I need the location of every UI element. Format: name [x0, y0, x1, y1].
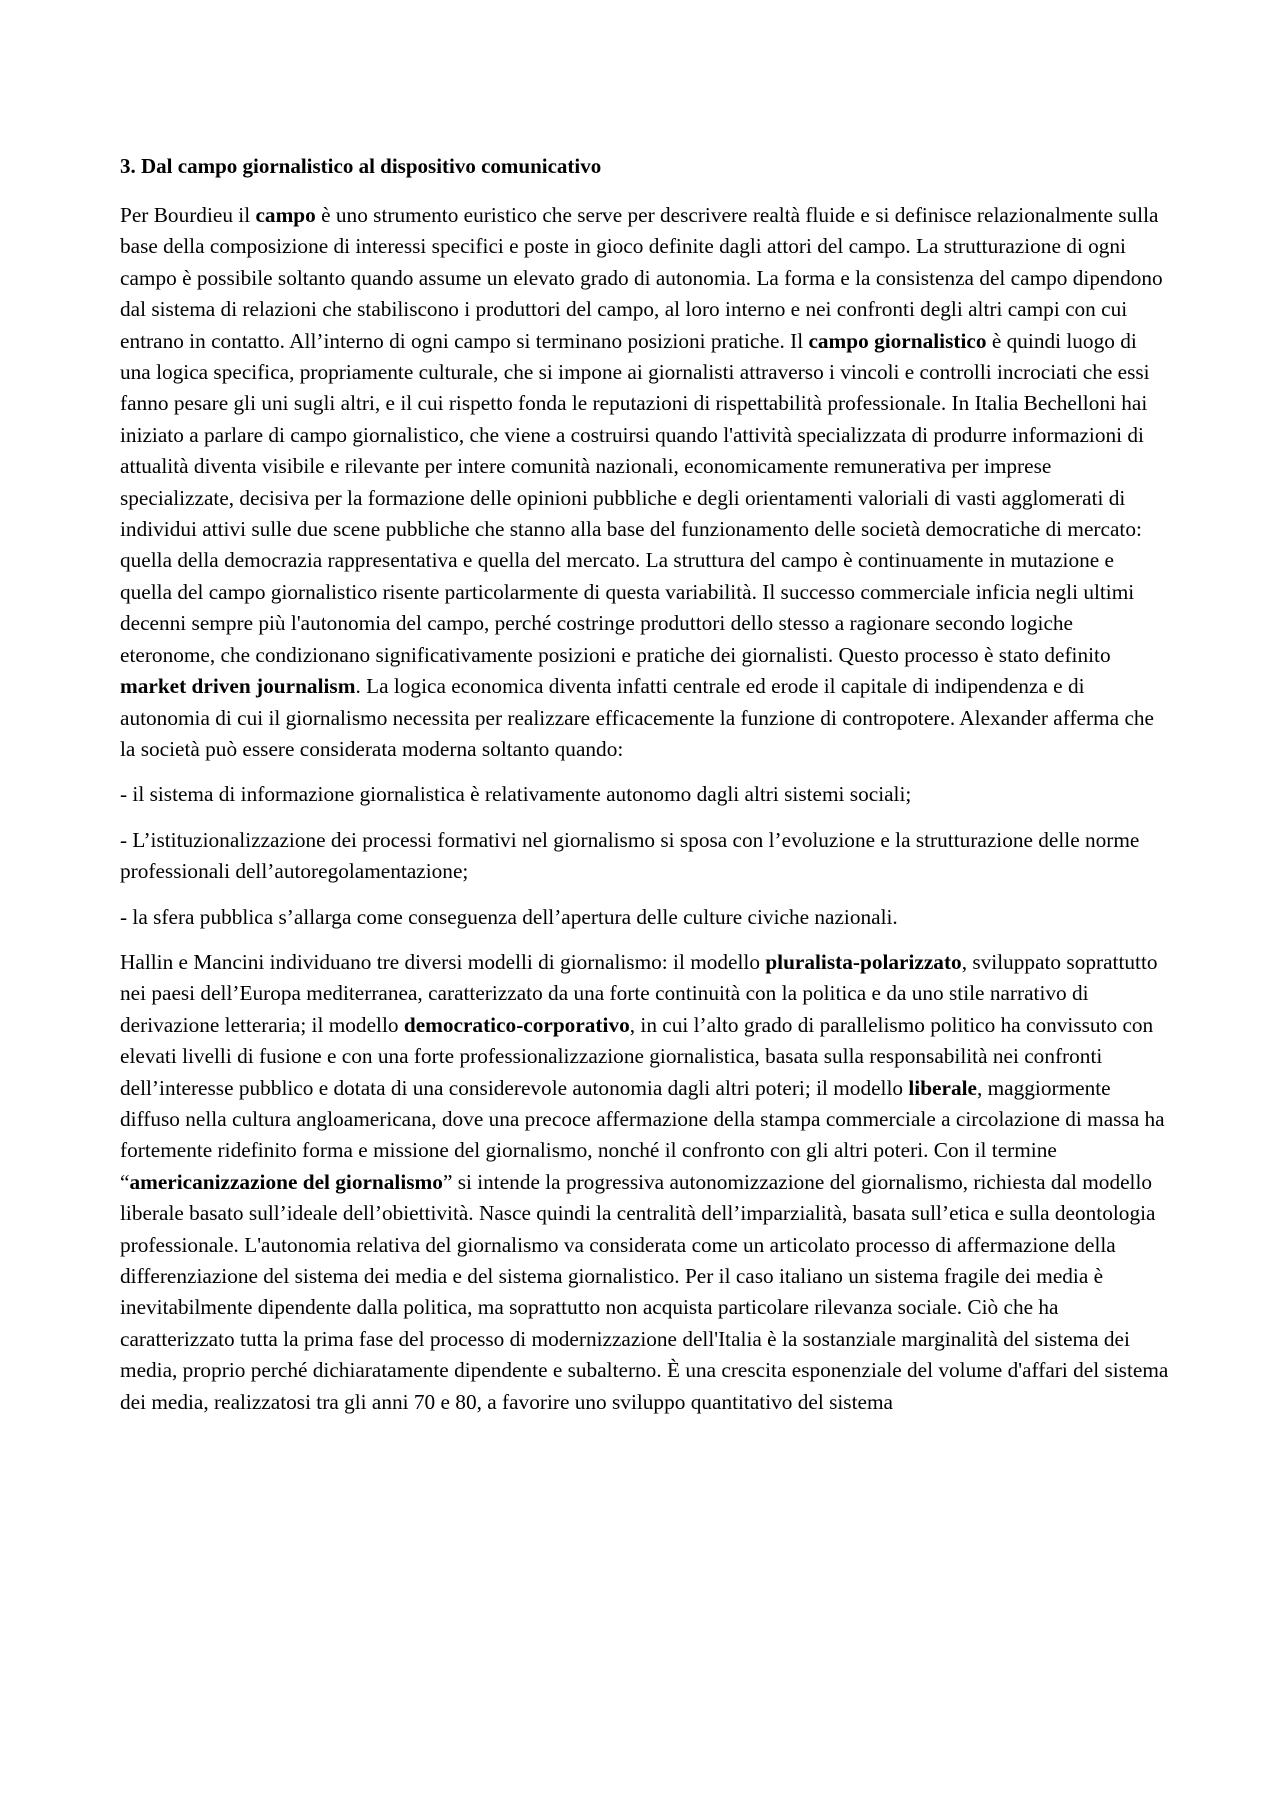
- bullet-item: - il sistema di informazione giornalistica è relativamente autonomo dagli altri sistemi sociali;: [120, 782, 912, 807]
- paragraph-campo: [120, 200, 1170, 765]
- text-run: ” si intende la progressiva autonomizzazione del giornalismo, richiesta dal modello liberale basato sull’ideale dell’obiettività. Nasce quindi la centralità dell’imparzialità, basata sull’etica e sulla deontologia professionale. L'autonomia relativa del giornalismo va considerata come un articolato processo di affermazione della differenziazione del sistema dei media e del sistema giornalistico. Per il caso italiano un sistema fragile dei media è inevitabilmente dipendente dalla politica, ma soprattutto non acquista particolare rilevanza sociale. Ciò che ha caratterizzato tutta la prima fase del processo di modernizzazione dell'Italia è la sostanziale marginalità del sistema dei media, proprio perché dichiaratamente dipendente e subalterno. È una crescita esponenziale del volume d'affari del sistema dei media, realizzatosi tra gli anni 70 e 80, a favorire uno sviluppo quantitativo del sistema: [120, 1169, 1169, 1414]
- text-run: , in cui l’alto grado di parallelismo politico ha convissuto con elevati livelli di fusione e con una forte professionalizzazione giornalistica, basata sulla responsabilità nei confronti dell’interesse pubblico e dotata di una considerevole autonomia dagli altri poteri; il modello: [120, 1012, 1154, 1100]
- text-run: Per Bourdieu il: [120, 203, 256, 227]
- bold-term-pluralista-polarizzato: pluralista-polarizzato: [765, 949, 962, 974]
- document-page: [120, 150, 1170, 1432]
- bold-term-market-driven-journalism: market driven journalism: [120, 674, 356, 699]
- bold-term-liberale: liberale: [908, 1075, 977, 1100]
- paragraph-hallin-mancini: [120, 947, 1170, 1418]
- text-run: , sviluppato soprattutto nei paesi dell’Europa mediterranea, caratterizzato da una forte continuità con la politica e da uno stile narrativo di derivazione letteraria; il modello: [120, 949, 1158, 1037]
- text-run: Hallin e Mancini individuano tre diversi modelli di giornalismo: il modello: [120, 949, 766, 974]
- bold-term-campo-giornalistico: campo giornalistico: [808, 328, 987, 353]
- bold-term-americanizzazione: americanizzazione del giornalismo: [129, 1169, 443, 1194]
- section-heading: 3. Dal campo giornalistico al dispositivo comunicativo: [120, 154, 602, 178]
- text-run: . La logica economica diventa infatti centrale ed erode il capitale di indipendenza e di autonomia di cui il giornalismo necessita per realizzare efficacemente la funzione di contropotere. Alexander afferma che la società può essere considerata moderna soltanto quando:: [120, 674, 1155, 761]
- bold-term-democratico-corporativo: democratico-corporativo: [403, 1012, 630, 1037]
- text-run: è quindi luogo di una logica specifica, propriamente culturale, che si impone ai giornalisti attraverso i vincoli e controlli incrociati che essi fanno pesare gli uni sugli altri, e il cui rispetto fonda le reputazioni di rispettabilità professionale. In Italia Bechelloni hai iniziato a parlare di campo giornalistico, che viene a costruirsi quando l'attività specializzata di produrre informazioni di attualità diventa visibile e rilevante per intere comunità nazionali, economicamente remunerativa per imprese specializzate, decisiva per la formazione delle opinioni pubbliche e degli orientamenti valoriali di vasti agglomerati di individui attivi sulle due scene pubbliche che stanno alla base del funzionamento delle società democratiche di mercato: quella della democrazia rappresentativa e quella del mercato. La struttura del campo è continuamente in mutazione e quella del campo giornalistico risente particolarmente di questa variabilità. Il successo commerciale inficia negli ultimi decenni sempre più l'autonomia del campo, perché costringe produttori dello stesso a ragionare secondo logiche eteronome, che condizionano significativamente posizioni e pratiche dei giornalisti. Questo processo è stato definito: [120, 328, 1150, 667]
- bold-term-campo: campo: [255, 203, 316, 227]
- bullet-item: - L’istituzionalizzazione dei processi formativi nel giornalismo si sposa con l’evoluzione e la strutturazione delle norme professionali dell’autoregolamentazione;: [120, 827, 1140, 884]
- text-run: è uno strumento euristico che serve per descrivere realtà fluide e si definisce relazionalmente sulla base della composizione di interessi specifici e poste in gioco definite dagli attori del campo. La strutturazione di ogni campo è possibile soltanto quando assume un elevato grado di autonomia. La forma e la consistenza del campo dipendono dal sistema di relazioni che stabiliscono i produttori del campo, al loro interno e nei confronti degli altri campi con cui entrano in contatto. All’interno di ogni campo si terminano posizioni pratiche. Il: [120, 203, 1163, 353]
- bullet-item: - la sfera pubblica s’allarga come conseguenza dell’apertura delle culture civiche nazionali.: [120, 904, 898, 929]
- text-run: , maggiormente diffuso nella cultura angloamericana, dove una precoce affermazione della stampa commerciale a circolazione di massa ha fortemente ridefinito forma e missione del giornalismo, nonché il confronto con gli altri poteri. Con il termine “: [120, 1075, 1165, 1194]
